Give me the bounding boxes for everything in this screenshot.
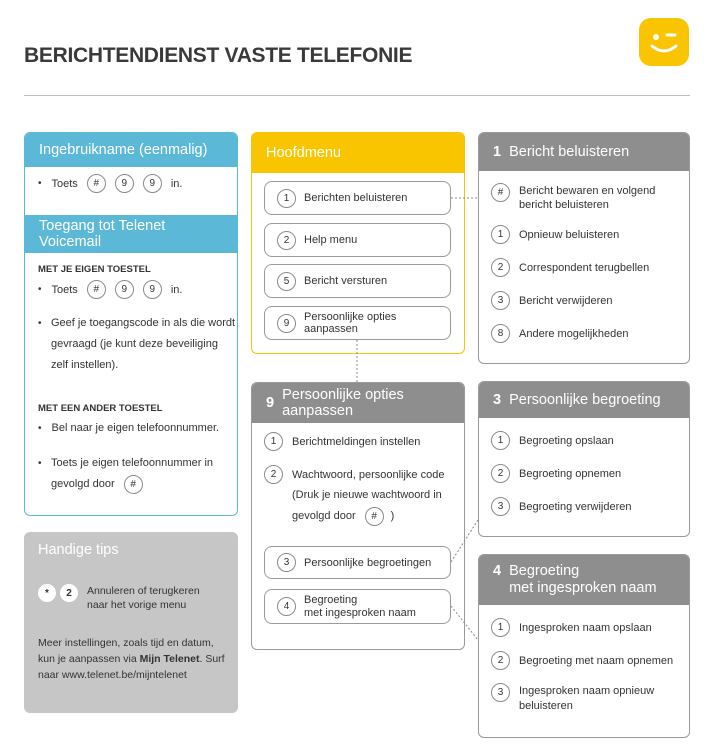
activation-line: • Toets # 9 9 in.	[38, 174, 182, 193]
other-phone-call: • Bel naar je eigen telefoonnummer.	[38, 422, 220, 434]
greeting-option-save: 1 Begroeting opslaan	[491, 431, 614, 450]
listen-option-replay: 1 Opnieuw beluisteren	[491, 225, 619, 244]
own-phone-subheading: MET JE EIGEN TOESTEL	[38, 264, 151, 275]
tips-settings-text: Meer instellingen, zoals tijd en datum, kun je aanpassen via Mijn Telenet. Surf naar www.telenet.be/mijntelenet	[38, 637, 225, 681]
listen-heading: 1 Bericht beluisteren	[479, 133, 689, 171]
telenet-logo-icon	[639, 18, 689, 66]
key-hash: #	[365, 507, 384, 526]
listen-option-delete: 3 Bericht verwijderen	[491, 291, 613, 310]
own-phone-code-bullet: •	[38, 318, 42, 329]
other-phone-enter-bullet: •	[38, 458, 42, 469]
listen-option-save-next: # Bericht bewaren en volgend bericht beluisteren	[491, 184, 655, 212]
bullet: •	[38, 178, 42, 189]
other-phone-subheading: MET EEN ANDER TOESTEL	[38, 403, 163, 414]
key-hash: #	[124, 475, 143, 494]
key-9: 9	[143, 174, 162, 193]
menu-item-send[interactable]: 5 Bericht versturen	[264, 264, 451, 298]
listen-option-callback: 2 Correspondent terugbellen	[491, 258, 649, 277]
personal-option-password: 2 Wachtwoord, persoonlijke code	[264, 465, 444, 484]
menu-item-personal-options[interactable]: 9 Persoonlijke opties aanpassen	[264, 306, 451, 340]
name-option-save: 1 Ingesproken naam opslaan	[491, 618, 652, 637]
own-phone-code-text: Geef je toegangscode in als die wordt gevraagd (je kunt deze beveiliging zelf instellen).	[51, 317, 236, 371]
greeting-heading: 3 Persoonlijke begroeting	[479, 382, 689, 418]
name-greeting-button[interactable]: 4 Begroeting met ingesproken naam	[264, 589, 451, 624]
name-option-replay: 3 Ingesproken naam opnieuw beluisteren	[491, 684, 654, 714]
tips-cancel-row: * 2 Annuleren of terugkeren naar het vorige menu	[38, 584, 200, 612]
page-title: BERICHTENDIENST VASTE TELEFONIE	[24, 44, 413, 67]
title-divider	[24, 95, 690, 96]
key-hash: #	[87, 280, 106, 299]
greeting-option-record: 2 Begroeting opnemen	[491, 464, 621, 483]
key-9: 9	[143, 280, 162, 299]
key-9: 9	[115, 280, 134, 299]
key-9: 9	[115, 174, 134, 193]
name-option-record: 2 Begroeting met naam opnemen	[491, 651, 673, 670]
voicemail-access-heading: Toegang tot Telenet Voicemail	[25, 215, 237, 253]
own-phone-keys-line: • Toets # 9 9 in.	[38, 280, 182, 299]
personal-greetings-button[interactable]: 3 Persoonlijke begroetingen	[264, 546, 451, 579]
personal-options-heading: 9 Persoonlijke opties aanpassen	[252, 383, 464, 423]
other-phone-enter-text: Toets je eigen telefoonnummer in gevolgd door #	[51, 453, 213, 495]
tips-heading: Handige tips	[38, 542, 119, 558]
password-note: (Druk je nieuwe wachtwoord in gevolgd door # )	[292, 485, 442, 527]
key-star: *	[38, 584, 56, 602]
menu-item-help[interactable]: 2 Help menu	[264, 223, 451, 257]
listen-option-more: 8 Andere mogelijkheden	[491, 324, 628, 343]
activation-heading: Ingebruikname (eenmalig)	[25, 133, 237, 167]
tips-panel	[24, 532, 238, 713]
main-menu-heading: Hoofdmenu	[252, 133, 464, 173]
key-hash: #	[87, 174, 106, 193]
personal-option-notifications: 1 Berichtmeldingen instellen	[264, 432, 420, 451]
key-2: 2	[60, 584, 78, 602]
greeting-option-delete: 3 Begroeting verwijderen	[491, 497, 632, 516]
name-greeting-heading: 4 Begroeting met ingesproken naam	[479, 555, 689, 605]
menu-item-listen[interactable]: 1 Berichten beluisteren	[264, 181, 451, 215]
